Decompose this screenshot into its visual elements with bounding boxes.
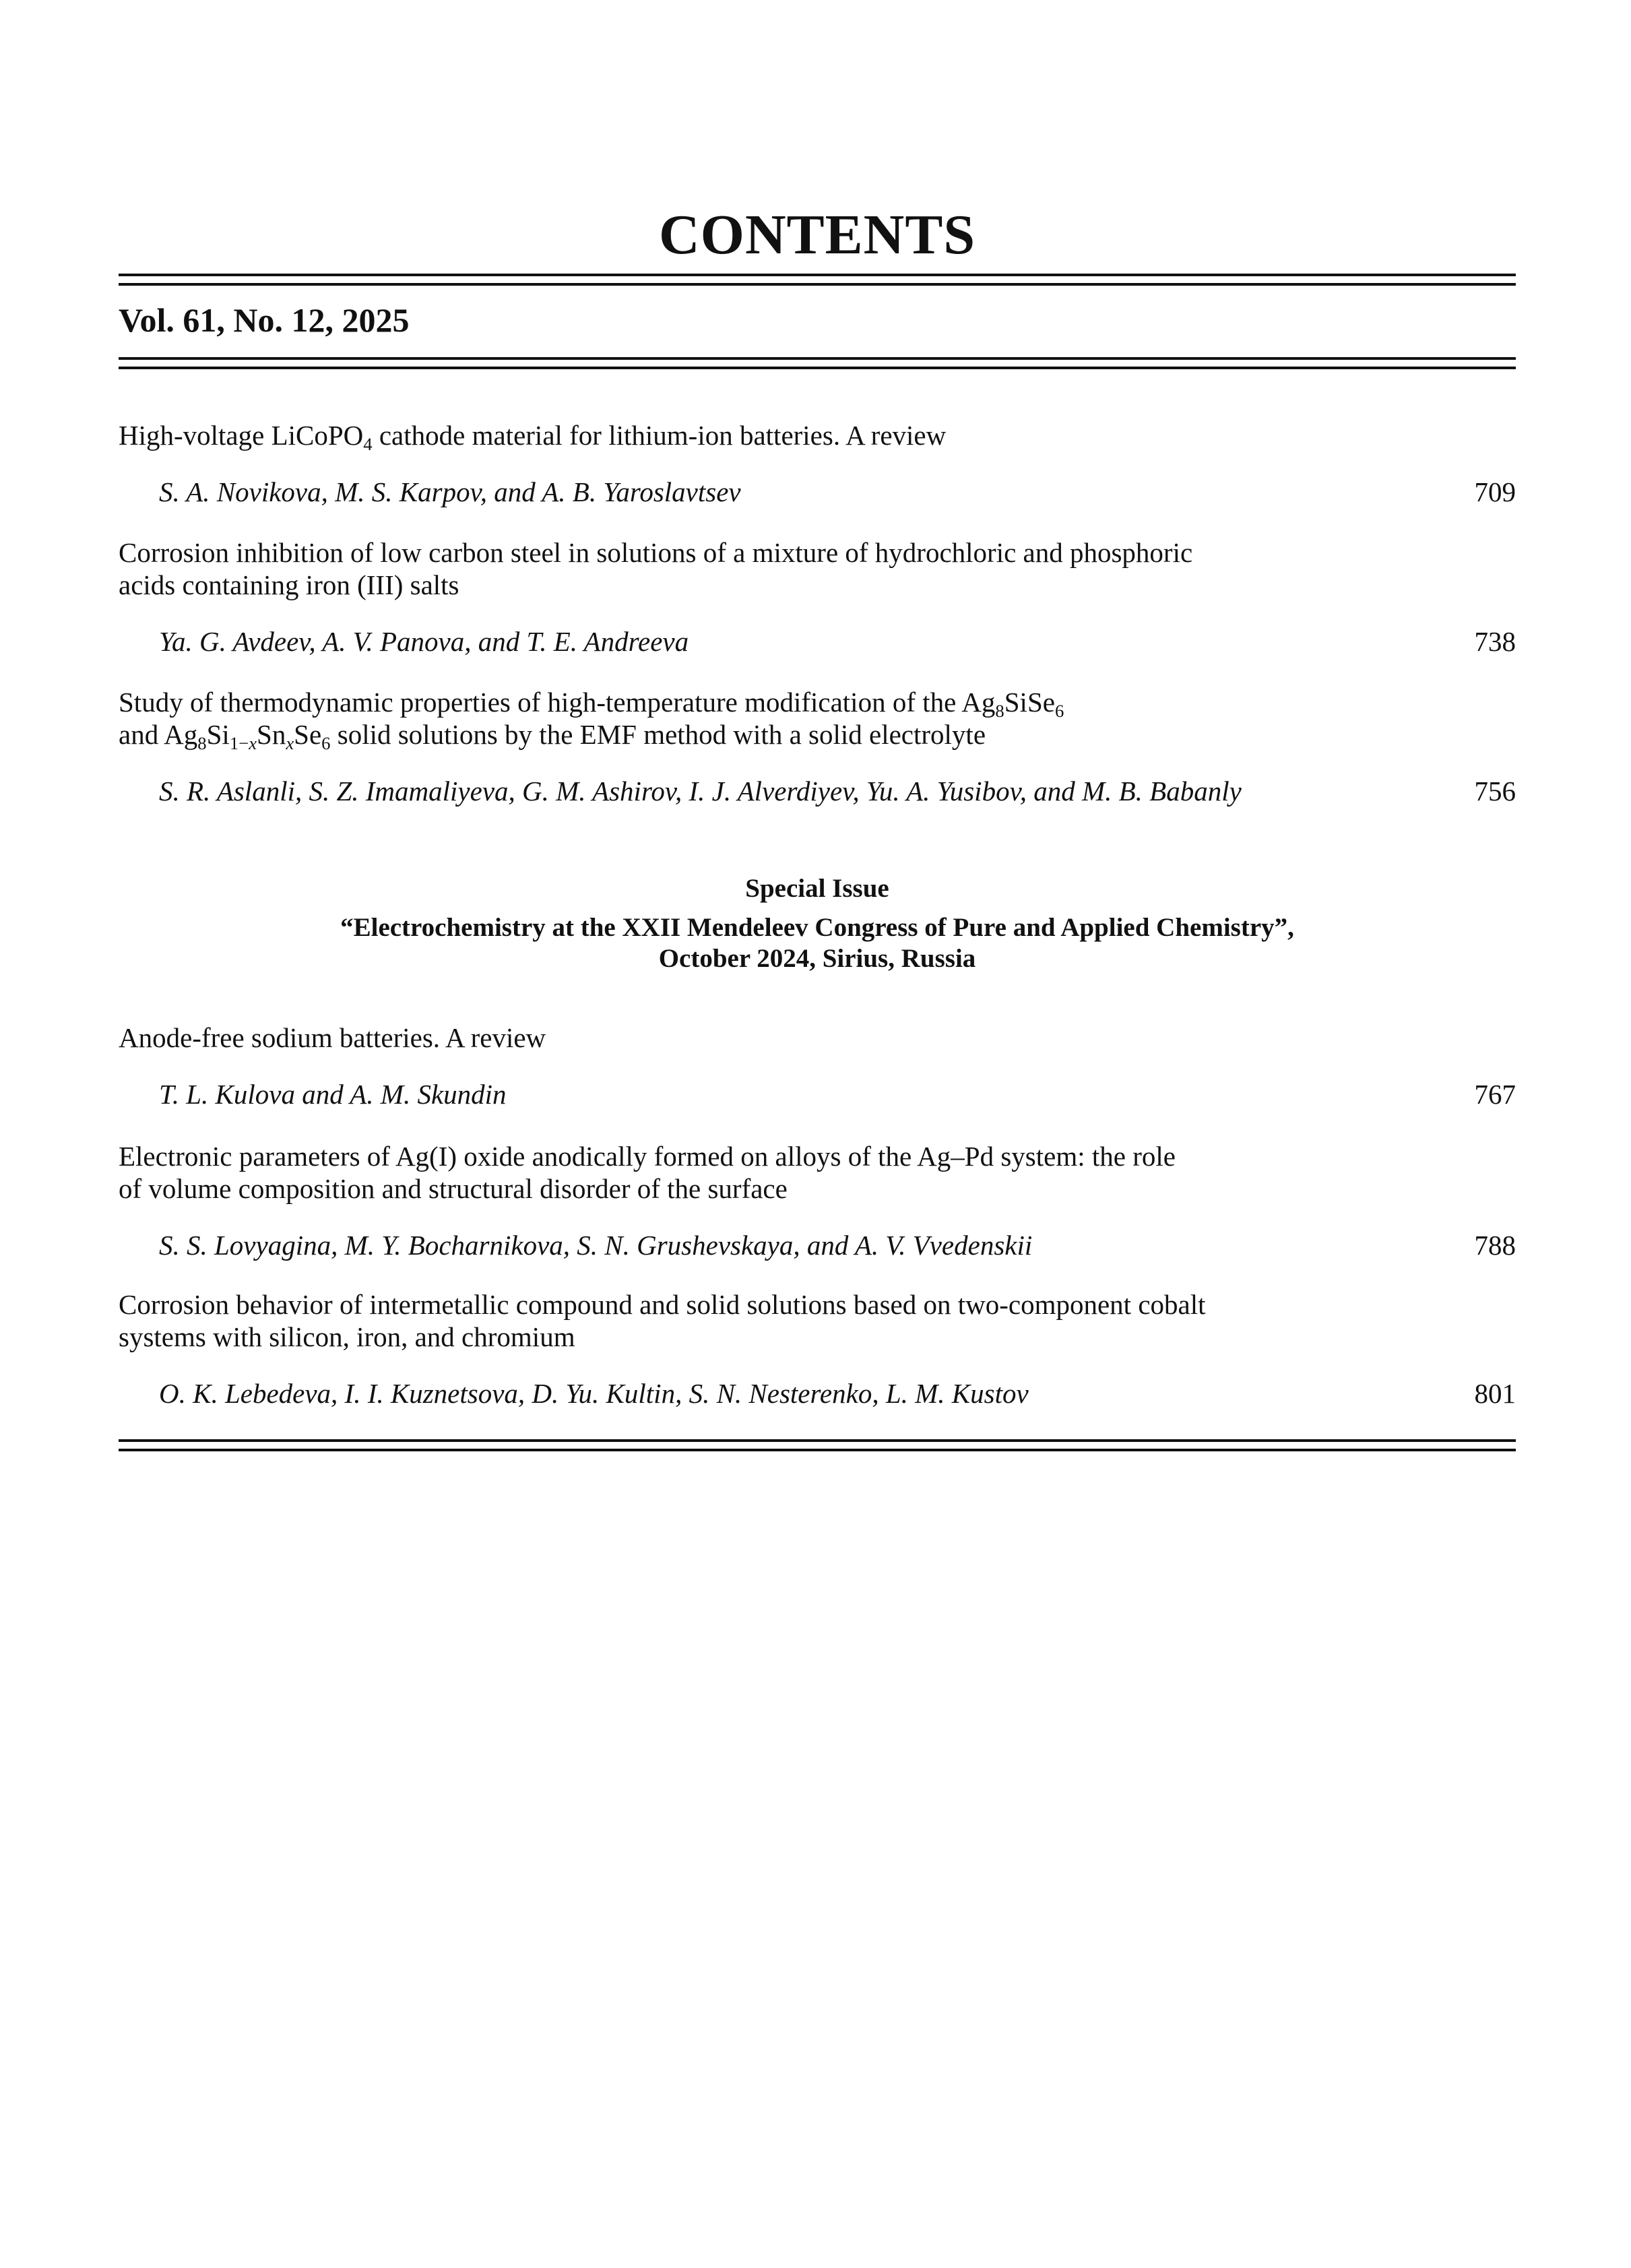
article-authors: Ya. G. Avdeev, A. V. Panova, and T. E. Andreeva bbox=[159, 626, 689, 657]
page-number: 756 bbox=[1474, 776, 1516, 807]
double-rule-top-2 bbox=[119, 283, 1516, 286]
double-rule-mid-2 bbox=[119, 367, 1516, 369]
double-rule-mid-1 bbox=[119, 357, 1516, 360]
article-authors: O. K. Lebedeva, I. I. Kuznetsova, D. Yu. Kultin, S. N. Nesterenko, L. M. Kustov bbox=[159, 1378, 1029, 1409]
article-title[interactable]: Corrosion inhibition of low carbon steel in solutions of a mixture of hydrochloric and phosphoric acids containing iron (III) salts bbox=[119, 537, 1193, 600]
page-number: 788 bbox=[1474, 1230, 1516, 1261]
page-title: CONTENTS bbox=[658, 203, 976, 266]
toc-entry[interactable] bbox=[119, 536, 1516, 658]
volume-info: Vol. 61, No. 12, 2025 bbox=[119, 301, 410, 339]
page-number: 709 bbox=[1474, 476, 1516, 507]
page-number: 801 bbox=[1474, 1378, 1516, 1409]
double-rule-bottom-2 bbox=[119, 1449, 1516, 1451]
toc-entry[interactable] bbox=[119, 1288, 1516, 1410]
toc-entry[interactable] bbox=[119, 1021, 1516, 1110]
article-authors: T. L. Kulova and A. M. Skundin bbox=[159, 1079, 507, 1110]
toc-entry[interactable] bbox=[119, 419, 1516, 508]
article-title[interactable]: Electronic parameters of Ag(I) oxide anodically formed on alloys of the Ag–Pd system: the role of volume composition and structural disorder of the surface bbox=[119, 1141, 1176, 1204]
double-rule-top-1 bbox=[119, 274, 1516, 276]
toc-entry[interactable] bbox=[119, 1140, 1516, 1261]
toc-entry[interactable] bbox=[119, 686, 1516, 807]
page-number: 767 bbox=[1474, 1079, 1516, 1110]
article-title[interactable]: Corrosion behavior of intermetallic compound and solid solutions based on two-component cobalt systems with silicon, iron, and chromium bbox=[119, 1289, 1206, 1352]
article-title[interactable]: High-voltage LiCoPO$_4$ cathode material for lithium-ion batteries. A review bbox=[119, 420, 947, 454]
special-issue-line-1: “Electrochemistry at the XXII Mendeleev Congress of Pure and Applied Chemistry”, bbox=[340, 913, 1294, 942]
article-authors: S. A. Novikova, M. S. Karpov, and A. B. Yaroslavtsev bbox=[159, 476, 741, 507]
article-title[interactable]: Anode-free sodium batteries. A review bbox=[119, 1022, 546, 1053]
special-issue-heading: Special Issue bbox=[745, 874, 889, 903]
special-issue-line-2: October 2024, Sirius, Russia bbox=[658, 944, 976, 973]
special-issue-block bbox=[119, 873, 1516, 974]
article-authors: S. S. Lovyagina, M. Y. Bocharnikova, S. N. Grushevskaya, and A. V. Vvedenskii bbox=[159, 1230, 1033, 1261]
article-authors: S. R. Aslanli, S. Z. Imamaliyeva, G. M. Ashirov, I. J. Alverdiyev, Yu. A. Yusibov, and M. B. Babanly bbox=[159, 776, 1242, 807]
article-title[interactable]: Study of thermodynamic properties of high-temperature modification of the $Ag_8SiSe_6$ and $Ag_8Si_{1-x}Sn_xSe_6$ solid solutions by the EMF method with a solid electrolyte bbox=[119, 687, 1064, 753]
page-number: 738 bbox=[1474, 626, 1516, 657]
double-rule-bottom-1 bbox=[119, 1439, 1516, 1442]
